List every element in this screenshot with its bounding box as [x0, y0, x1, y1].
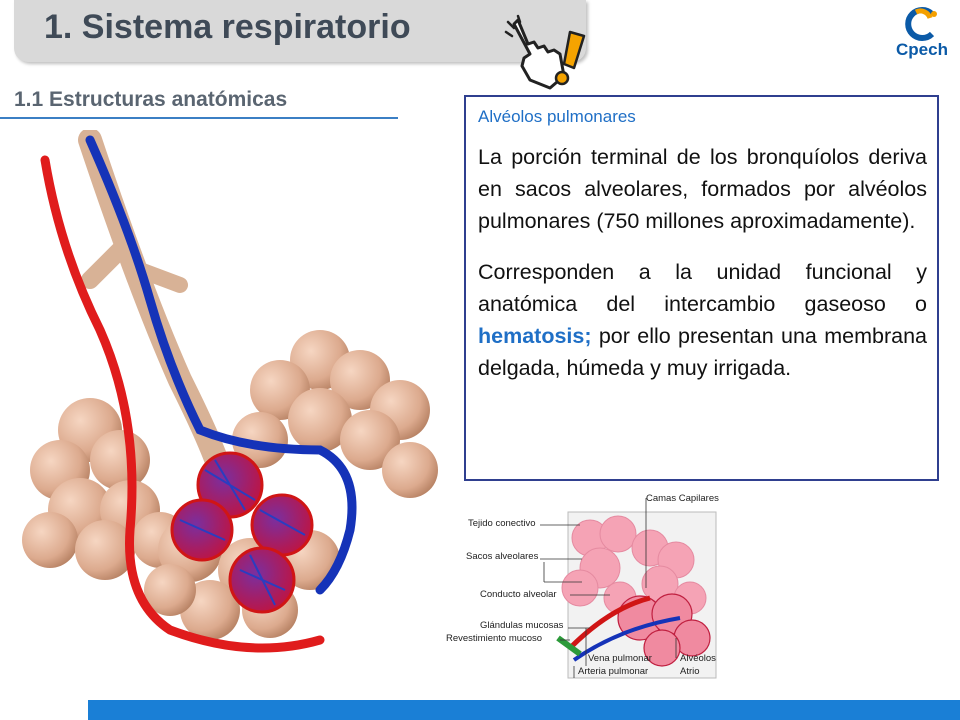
page-title: 1. Sistema respiratorio: [44, 8, 411, 46]
cpech-logo: [890, 4, 954, 62]
label-glandulas-mucosas: Glándulas mucosas: [480, 620, 564, 631]
info-box: [464, 95, 939, 481]
label-alveolos: Alvéolos: [680, 653, 716, 664]
label-sacos-alveolares: Sacos alveolares: [466, 551, 539, 562]
subtitle-underline: [0, 117, 398, 119]
pointing-hand-alert-icon: [500, 14, 592, 96]
info-paragraph-2: [478, 256, 927, 384]
logo-text: Cpech: [896, 40, 948, 59]
section-subtitle: 1.1 Estructuras anatómicas: [14, 88, 288, 111]
label-tejido-conectivo: Tejido conectivo: [468, 518, 536, 529]
labeled-alveoli-diagram: [440, 488, 740, 680]
footer-bar: [88, 700, 960, 720]
label-revestimiento-mucoso: Revestimiento mucoso: [446, 633, 543, 644]
label-camas-capilares: Camas Capilares: [646, 493, 719, 504]
cpech-logo-icon: [890, 4, 954, 44]
label-arteria-pulmonar: Arteria pulmonar: [578, 666, 649, 677]
paragraph-2-start: Corresponden a la unidad funcional y anatómica del intercambio gaseoso o: [478, 260, 927, 316]
alveoli-illustration: [20, 130, 450, 690]
paragraph-2-end: por ello presentan una membrana delgada, húmeda y muy irrigada.: [478, 324, 927, 380]
label-atrio: Atrio: [680, 666, 700, 677]
diagram-drawing: [440, 488, 740, 680]
label-vena-pulmonar: Vena pulmonar: [588, 653, 652, 664]
info-box-heading: Alvéolos pulmonares: [478, 107, 636, 126]
info-paragraph-1: La porción terminal de los bronquíolos deriva en sacos alveolares, formados por alvéolos pulmonares (750 millones aproximadamente).: [478, 145, 927, 233]
right-alveolar-sac: [232, 330, 438, 498]
hematosis-term: hematosis;: [478, 324, 592, 348]
label-conducto-alveolar: Conducto alveolar: [480, 589, 557, 600]
